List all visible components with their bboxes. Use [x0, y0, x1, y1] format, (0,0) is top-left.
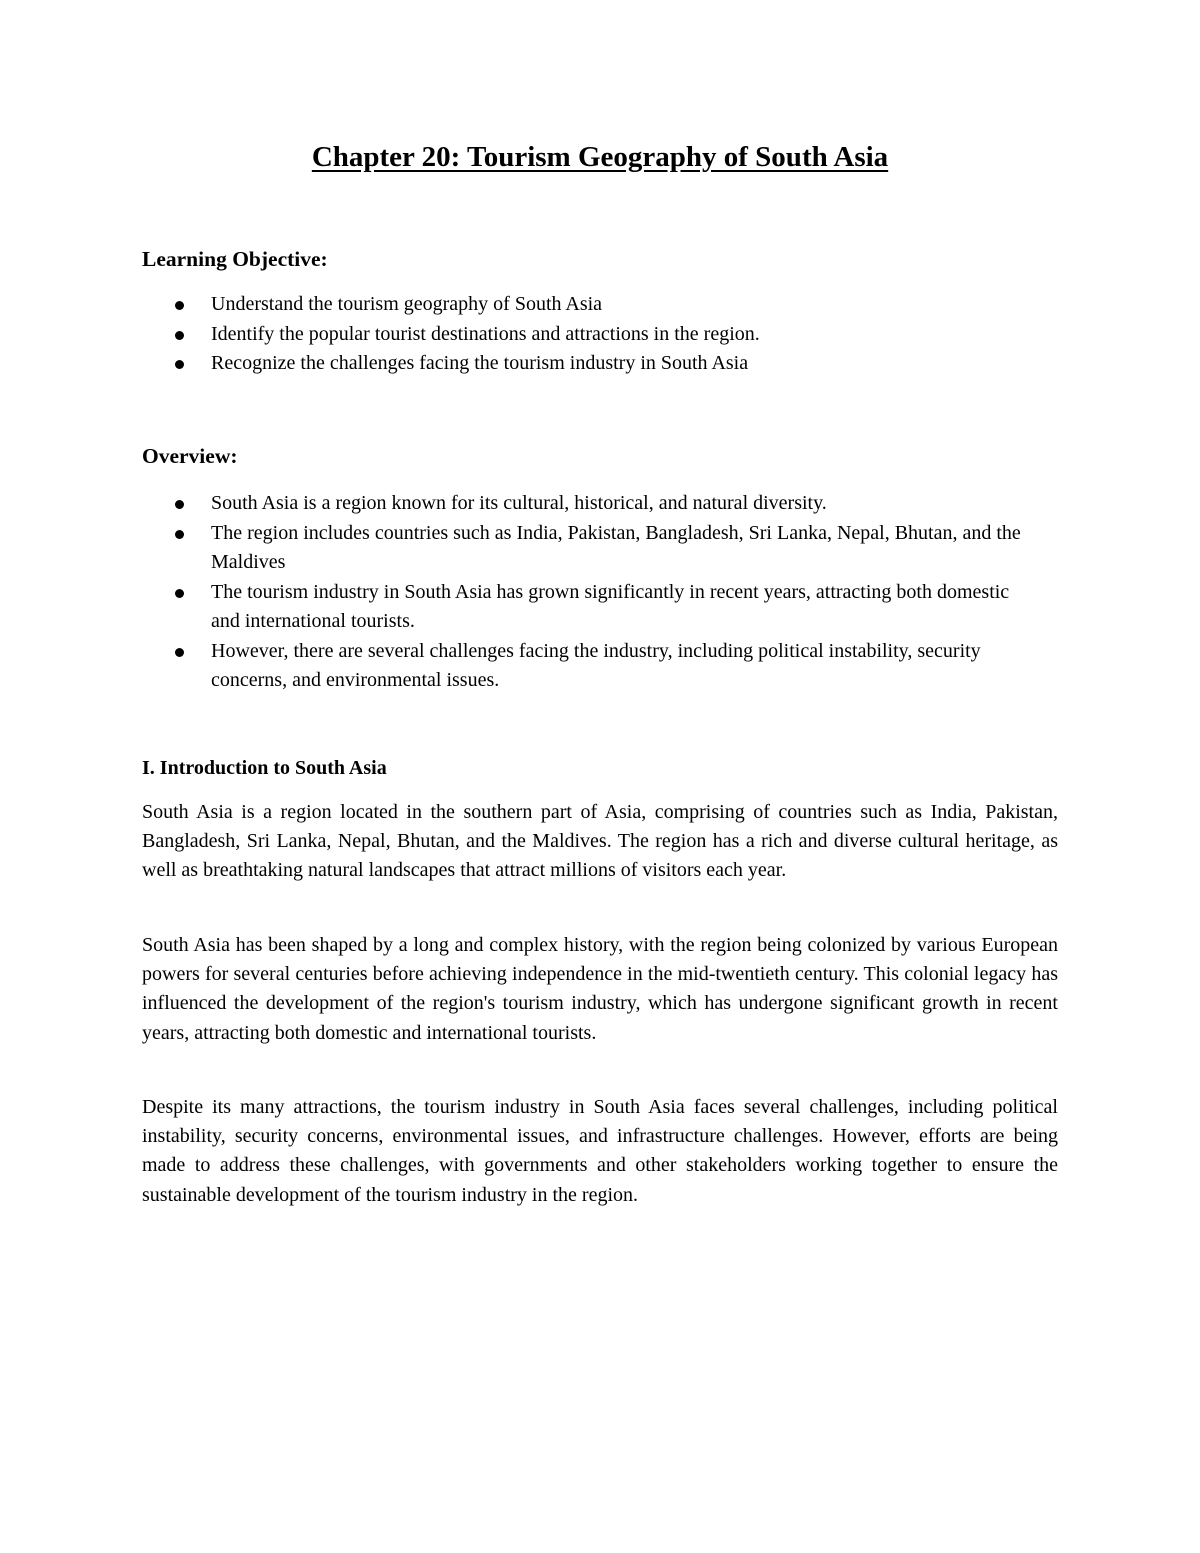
bullet-icon — [175, 648, 184, 657]
list-item-text: The region includes countries such as India, Pakistan, Bangladesh, Sri Lanka, Nepal, Bhutan, and the Maldives — [211, 521, 1021, 573]
body-paragraph: Despite its many attractions, the tourism industry in South Asia faces several challenges, including political instability, security concerns, environmental issues, and infrastructure challenges. However, efforts are being made to address these challenges, with governments and other stakeholders working together to ensure the sustainable development of the tourism industry in the region. — [142, 1096, 1058, 1206]
list-item — [142, 320, 1042, 350]
list-item-text: Identify the popular tourist destinations and attractions in the region. — [211, 322, 760, 345]
list-item — [142, 519, 1042, 578]
bullet-icon — [175, 331, 184, 340]
list-item — [142, 349, 1042, 379]
list-item — [142, 578, 1042, 637]
bullet-icon — [175, 500, 184, 509]
learning-objective-heading: Learning Objective: — [142, 247, 328, 271]
overview-heading: Overview: — [142, 444, 238, 468]
list-item-text: Recognize the challenges facing the tourism industry in South Asia — [211, 352, 749, 374]
overview-list — [142, 489, 1042, 696]
bullet-icon — [175, 301, 184, 310]
list-item-text: However, there are several challenges facing the industry, including political instability, security concerns, and environmental issues. — [211, 639, 981, 691]
bullet-icon — [175, 360, 184, 369]
bullet-icon — [175, 589, 184, 598]
bullet-icon — [175, 530, 184, 539]
section-title: I. Introduction to South Asia — [142, 757, 387, 779]
body-paragraph: South Asia is a region located in the southern part of Asia, comprising of countries such as India, Pakistan, Bangladesh, Sri Lanka, Nepal, Bhutan, and the Maldives. The region has a rich and diverse cultural heritage, as well as breathtaking natural landscapes that attract millions of visitors each year. — [142, 801, 1058, 882]
learning-objective-list — [142, 290, 1042, 379]
list-item — [142, 290, 1042, 320]
list-item-text: The tourism industry in South Asia has grown significantly in recent years, attracting both domestic and international tourists. — [211, 580, 1010, 632]
list-item-text: Understand the tourism geography of South Asia — [211, 293, 603, 315]
list-item — [142, 637, 1042, 696]
chapter-title: Chapter 20: Tourism Geography of South Asia — [311, 141, 889, 173]
list-item — [142, 489, 1042, 519]
list-item-text: South Asia is a region known for its cultural, historical, and natural diversity. — [211, 492, 827, 514]
body-paragraph: South Asia has been shaped by a long and complex history, with the region being colonized by various European powers for several centuries before achieving independence in the mid-twentieth century. This colonial legacy has influenced the development of the region's tourism industry, which has undergone significant growth in recent years, attracting both domestic and international tourists. — [142, 934, 1058, 1044]
